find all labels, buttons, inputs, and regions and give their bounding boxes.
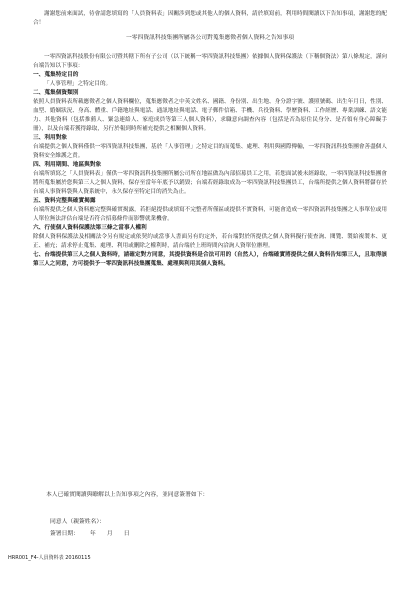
- section-4-heading: 四、利用期間、地區與對象: [33, 162, 102, 168]
- section-6-heading: 六、行使個人資料保護法第三條之當事人權利: [33, 225, 147, 231]
- intro-text: 謝謝您前來面試，待會請您填寫的「人員資料表」因關涉到您或其他人的個人資料，請於填寫前，利用時間閱讀以下告知事項，謝謝您的配合！: [33, 11, 387, 26]
- notice-body: [33, 53, 387, 269]
- section-2-text: 依照人員資料表所載應徵者之個人資料欄位，蒐集應徵者之中英文姓名、國籍、身份別、出生地、身分證字號、護照號碼、出生年月日，性別、血型、婚姻狀況、身高、體重、戶籍地址與電話、通訊地址與電話、電子郵件信箱、手機、兵役資料、學歷資料、工作經歷、專業訓練、語文能力、其他資料（包括推薦人、緊急連絡人、家庭成員等第三人個人資料），求職意向調查內容（包括是否為原住民身分、是否領有身心障礙手冊），以及台端若獲得錄取，另行於報到時所補充提供之相關個人資料。: [33, 99, 387, 132]
- section-4-text: 台端所填寫之「人員資料表」僅供一零四資訊科技集團所屬公司所在地區做為內部招募員工之用，若您面試後未經錄取，一零四資訊科技集團會將所蒐集屬於您與第三人之個人資料，保存至當年年底予以銷毀；台端若經錄取成為一零四資訊科技集團員工，台端所提供之個人資料將儲存於台端人事資料袋與人資系統中，永久保存至特定目的消失為止。: [33, 171, 387, 195]
- section-3-heading: 三、利用對象: [33, 135, 68, 141]
- form-code-footer: HRR001_F4-人員資料表 20160115: [8, 555, 91, 561]
- section-1-heading: 一、蒐集特定目的: [33, 72, 79, 78]
- signature-date-line: 簽署日期： 年 月 日: [50, 531, 130, 537]
- section-6-text: 除個人資料保護法及相關法令另有規定或依契約或當事人書面另有約定外，若台端對於所提供之個人資料擬行使查詢、閱覽、製給複製本、更正、補充；請求停止蒐集、處理、利用或刪除之權利時，請台端於上班時間內洽詢人資單位辦理。: [33, 234, 387, 249]
- document-title: 一零四資訊科技集團所屬各公司對蒐集應徵者個人資料之告知事項: [125, 35, 295, 41]
- section-1-text: 「人事管理」之特定目的。: [44, 81, 112, 87]
- preamble-text: 一零四資訊科技股份有限公司暨其轄下所有子公司（以下統稱一零四資訊科技集團）依據個人資料保護法（下稱個資法）第八條規定，謹向台端告知以下事項：: [33, 54, 387, 69]
- section-2-heading: 二、蒐集個資類別: [33, 90, 79, 96]
- signature-name-line: 同意人（親簽姓名）：: [50, 519, 106, 525]
- section-5-text: 台端所提供之個人資料應完整與確實揭露，若拒絕提供或填寫不完整者所僅區或提供不實資料，可能會造成一零四資訊科技集團之人事單位或用人單位無法評估台端是否符合招募條件而影響就業機會。: [33, 207, 387, 222]
- consent-statement: 本人已確實閱讀與瞭解以上告知事項之內容，並同意簽署如下：: [46, 492, 209, 498]
- section-5-heading: 五、資料完整與確實揭露: [33, 198, 96, 204]
- section-3-text: 台端提供之個人資料僅供一零四資訊科技集團，基於「人事管理」之特定目的而蒐集、處理、利用與國際傳輸，一零四資訊科技集團會善盡個人資料安全維護之責。: [33, 144, 387, 159]
- intro-paragraph: [33, 10, 387, 28]
- section-7-text: 七、台端提供第三人之個人資料時，請確定對方同意，其提供資料是合法可用的（自然人），台端確實將提供之個人資料告知第三人，且取得該第三人之同意，方可提供予一零四資訊科技集團蒐集、處理與利用其個人資料。: [33, 252, 387, 267]
